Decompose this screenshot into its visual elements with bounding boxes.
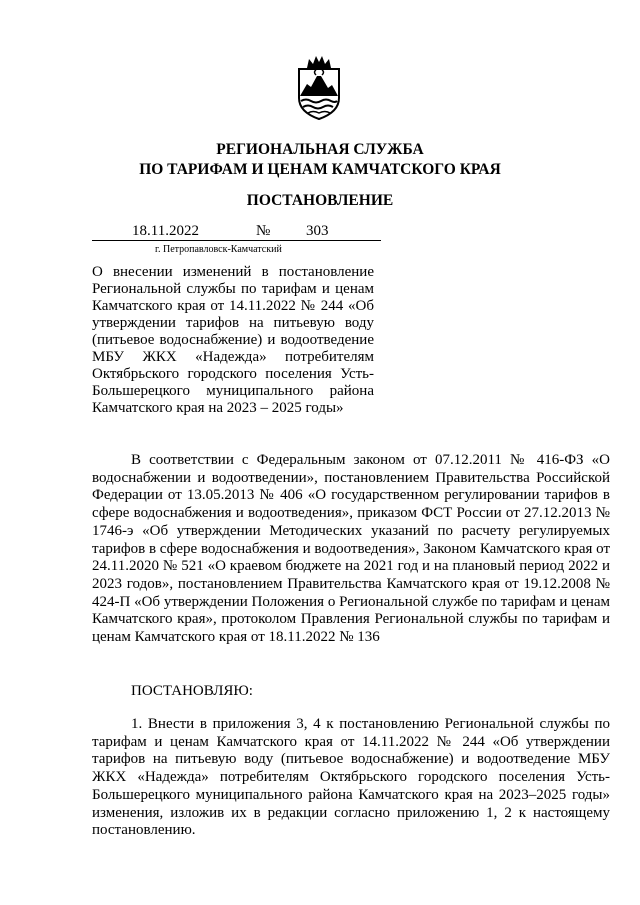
- registration-number-label: №: [256, 223, 271, 239]
- registration-city: г. Петропавловск-Камчатский: [155, 244, 282, 255]
- org-name-line1: РЕГИОНАЛЬНАЯ СЛУЖБА: [216, 141, 424, 158]
- decree-heading: ПОСТАНОВЛЯЮ:: [131, 683, 253, 699]
- registration-number: 303: [306, 223, 329, 239]
- kamchatka-coat-of-arms-icon: [297, 54, 341, 120]
- document-type-title: ПОСТАНОВЛЕНИЕ: [246, 192, 394, 209]
- document-subject: О внесении изменений в постановление Региональной службы по тарифам и ценам Камчатского края от 14.11.2022 № 244 «Об утверждении тарифов на питьевую воду (питьевое водоснабжение) и водоотведение МБУ ЖКХ «Надежда» потребителям Октябрьского городского поселения Усть-Большерецкого муниципального района Камчатского края на 2023 – 2025 годы»: [92, 264, 374, 416]
- registration-date: 18.11.2022: [132, 223, 199, 239]
- decree-item-1: 1. Внести в приложения 3, 4 к постановлению Региональной службы по тарифам и ценам Камчатского края от 14.11.2022 № 244 «Об утверждении тарифов на питьевую воду (питьевое водоснабжение) и водоотведение МБУ ЖКХ «Надежда» потребителям Октябрьского городского поселения Усть-Большерецкого муниципального района Камчатского края на 2023–2025 годы» изменения, изложив их в редакции согласно приложению 1, 2 к настоящему постановлению.: [92, 716, 610, 839]
- registration-underline: [92, 240, 381, 241]
- preamble-paragraph: В соответствии с Федеральным законом от 07.12.2011 № 416-ФЗ «О водоснабжении и водоотведении», постановлением Правительства Российской Федерации от 13.05.2013 № 406 «О государственном регулировании тарифов в сфере водоснабжения и водоотведения», приказом ФСТ России от 27.12.2013 № 1746-э «Об утверждении Методических указаний по расчету регулируемых тарифов в сфере водоснабжения и водоотведения», Законом Камчатского края от 24.11.2020 № 521 «О краевом бюджете на 2021 год и на плановый период 2022 и 2023 годов», постановлением Правительства Камчатского края от 19.12.2008 № 424-П «Об утверждении Положения о Региональной службе по тарифам и ценам Камчатского края», протоколом Правления Региональной службы по тарифам и ценам Камчатского края от 18.11.2022 № 136: [92, 452, 610, 646]
- org-name-line2: ПО ТАРИФАМ И ЦЕНАМ КАМЧАТСКОГО КРАЯ: [139, 161, 501, 178]
